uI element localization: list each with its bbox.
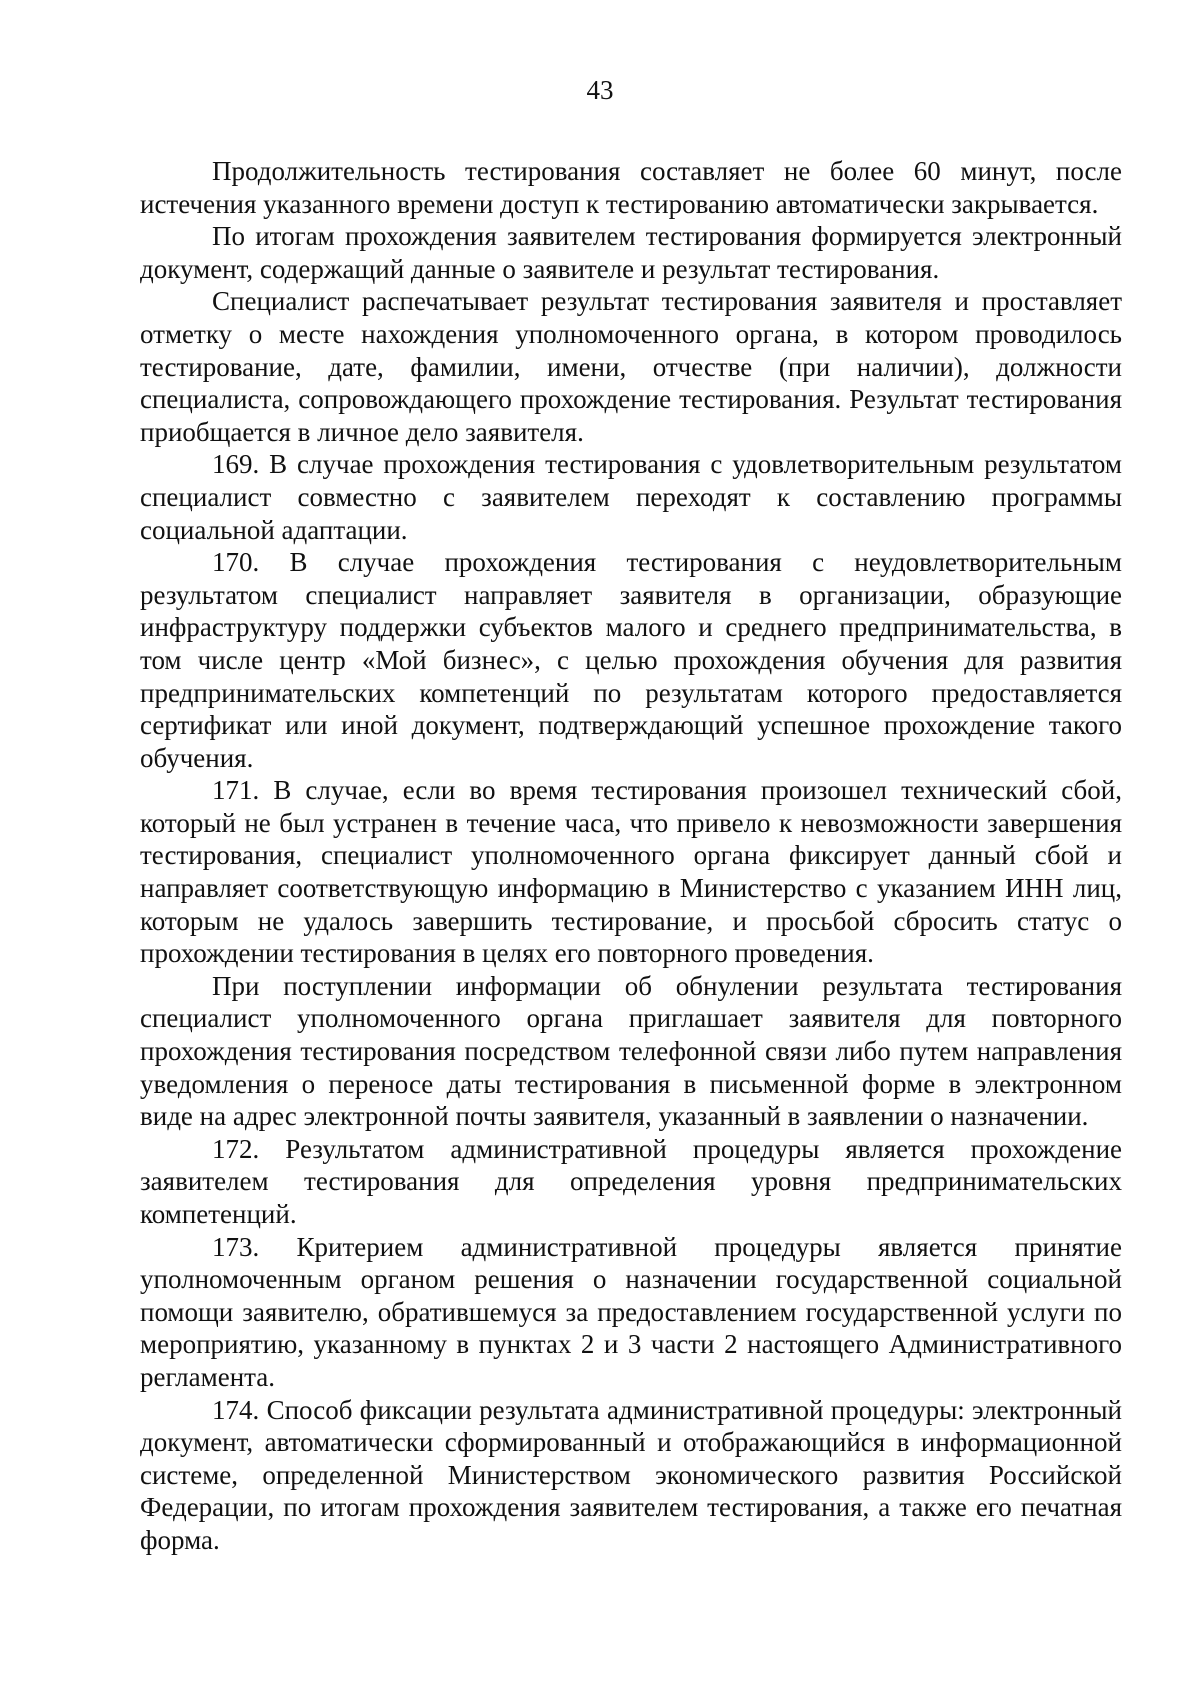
paragraph-testing-duration: Продолжительность тестирования составляет не более 60 минут, после истечения указанного времени доступ к тестированию автоматически закрывается. [140, 156, 1122, 219]
paragraph-174: 174. Способ фиксации результата административной процедуры: электронный документ, автоматически сформированный и отображающийся в информационной системе, определенной Министерством экономического развития Российской Федерации, по итогам прохождения заявителем тестирования, а также его печатная форма. [140, 1394, 1122, 1555]
paragraph-retest-invitation: При поступлении информации об обнулении результата тестирования специалист уполномоченного органа приглашает заявителя для повторного прохождения тестирования посредством телефонной связи либо путем направления уведомления о переносе даты тестирования в письменной форме в электронном виде на адрес электронной почты заявителя, указанный в заявлении о назначении. [140, 970, 1122, 1132]
paragraph-170: 170. В случае прохождения тестирования с неудовлетворительным результатом специалист направляет заявителя в организации, образующие инфраструктуру поддержки субъектов малого и среднего предпринимательства, в том числе центр «Мой бизнес», с целью прохождения обучения для развития предпринимательских компетенций по результатам которого предоставляется сертификат или иной документ, подтверждающий успешное прохождение такого обучения. [140, 547, 1122, 773]
paragraph-171: 171. В случае, если во время тестирования произошел технический сбой, который не был устранен в течение часа, что привело к невозможности завершения тестирования, специалист уполномоченного органа фиксирует данный сбой и направляет соответствующую информацию в Министерство с указанием ИНН лиц, которым не удалось завершить тестирование, и просьбой сбросить статус о прохождении тестирования в целях его повторного проведения. [140, 775, 1122, 969]
paragraph-169: 169. В случае прохождения тестирования с удовлетворительным результатом специалист совместно с заявителем переходят к составлению программы социальной адаптации. [140, 449, 1122, 545]
page-number: 43 [586, 75, 614, 105]
paragraph-testing-result-document: По итогам прохождения заявителем тестирования формируется электронный документ, содержащий данные о заявителе и результат тестирования. [140, 221, 1122, 284]
paragraph-173: 173. Критерием административной процедуры является принятие уполномоченным органом решения о назначении государственной социальной помощи заявителю, обратившемуся за предоставлением государственной услуги по мероприятию, указанному в пунктах 2 и 3 части 2 настоящего Административного регламента. [140, 1231, 1122, 1392]
paragraph-172: 172. Результатом административной процедуры является прохождение заявителем тестирования для определения уровня предпринимательских компетенций. [140, 1133, 1122, 1229]
document-body [140, 155, 1122, 1557]
paragraph-specialist-printout: Специалист распечатывает результат тестирования заявителя и проставляет отметку о месте нахождения уполномоченного органа, в котором проводилось тестирование, дате, фамилии, имени, отчестве (при наличии), должности специалиста, сопровождающего прохождение тестирования. Результат тестирования приобщается в личное дело заявителя. [140, 286, 1122, 447]
